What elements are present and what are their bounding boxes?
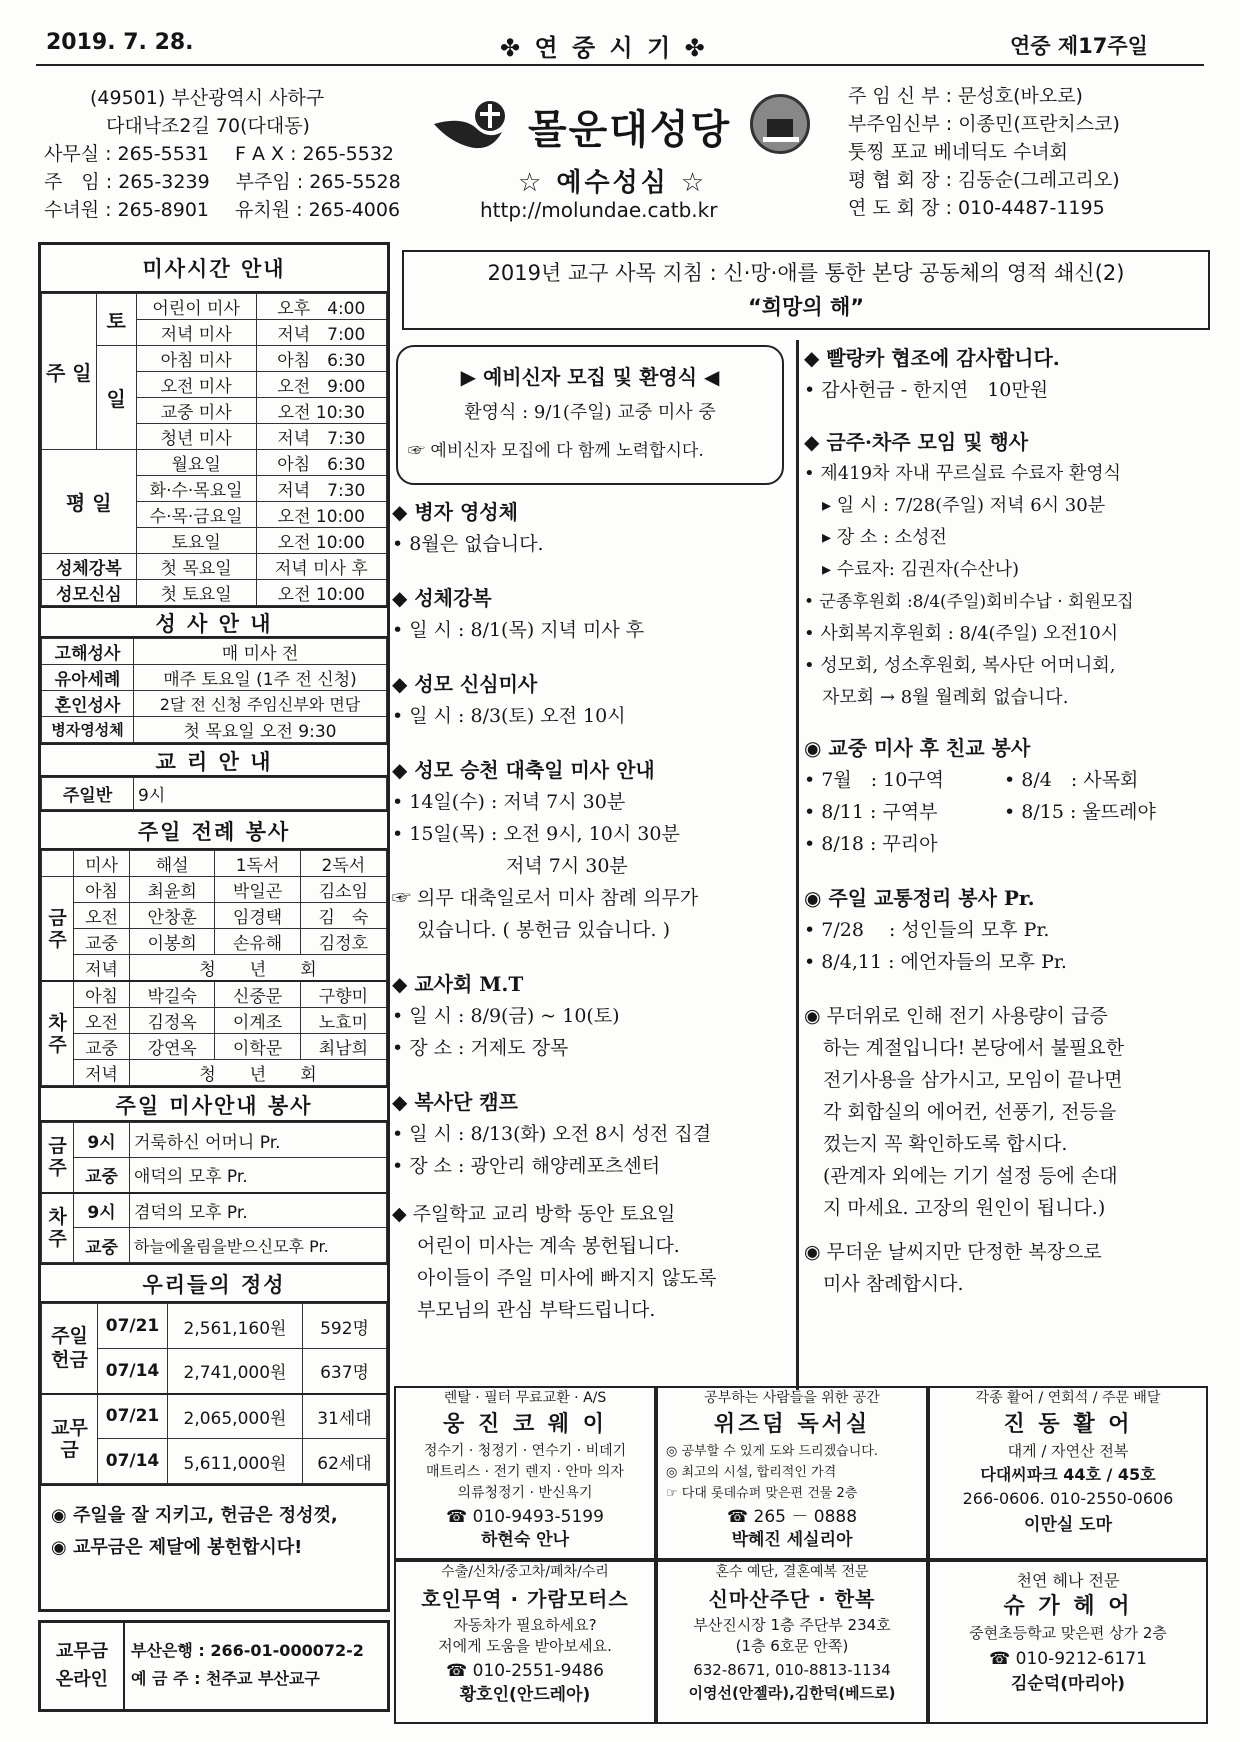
benediction-label: 성체강복 bbox=[42, 554, 137, 580]
catechism-title: 교 리 안 내 bbox=[41, 743, 387, 777]
section-line: 저녁 7시 30분 bbox=[392, 855, 628, 877]
offering-table bbox=[41, 1303, 387, 1484]
next-week-label: 차주 bbox=[42, 981, 74, 1086]
reader-1: 이학문 bbox=[215, 1034, 300, 1060]
parish-due-label: 교무금 bbox=[42, 1394, 98, 1484]
liturgy-mass: 교중 bbox=[74, 1034, 130, 1060]
event-line: ▸ 수료자: 김권자(수산나) bbox=[804, 559, 1020, 580]
notice-line: 전기사용을 삼가시고, 모임이 끝나면 bbox=[804, 1069, 1123, 1091]
phone-entry: 사무실 : 265-5531 bbox=[44, 143, 210, 165]
guide-group: 하늘에올림을받으신모후 Pr. bbox=[130, 1228, 387, 1263]
section-heading: ◆ 교사회 M.T bbox=[392, 972, 524, 996]
ad-business-name: 진 동 활 어 bbox=[1003, 1412, 1133, 1437]
traffic-line: • 7/28 : 성인들의 모후 Pr. bbox=[804, 919, 1050, 941]
notice-line: 어린이 미사는 계속 봉헌됩니다. bbox=[392, 1235, 680, 1257]
left-info-column bbox=[38, 242, 390, 1612]
ad-tagline: 공부하는 사람들을 위한 공간 bbox=[704, 1390, 880, 1406]
ad-line: (1층 6호문 안쪽) bbox=[735, 1637, 849, 1655]
church-logo-icon bbox=[432, 98, 530, 154]
ad-box bbox=[928, 1386, 1208, 1560]
section-line: • 일 시 : 8/1(목) 지녁 미사 후 bbox=[392, 619, 645, 641]
mass-time: 오후 4:00 bbox=[256, 294, 386, 320]
account-holder: 예 금 주 : 천주교 부산교구 bbox=[131, 1669, 320, 1688]
column-divider bbox=[796, 340, 799, 1390]
offering-date: 07/14 bbox=[98, 1439, 168, 1484]
staff-line: 부주임신부 : 이종민(프란치스코) bbox=[848, 113, 1120, 135]
fellowship-entry: • 8/4 : 사목회 bbox=[1004, 769, 1139, 791]
fellowship-entry: • 8/11 : 구역부 bbox=[804, 801, 938, 823]
mass-name: 저녁 미사 bbox=[136, 320, 256, 346]
mass-time: 저녁 7:00 bbox=[256, 320, 386, 346]
sacrament-label: 유아세례 bbox=[42, 665, 134, 691]
offering-date: 07/14 bbox=[98, 1349, 168, 1394]
ad-contact-person: 이만실 도마 bbox=[1023, 1515, 1113, 1535]
ad-line: 매트리스 · 전기 렌지 · 안마 의자 bbox=[426, 1464, 624, 1480]
offering-date: 07/21 bbox=[98, 1394, 168, 1439]
thanks-heading: ◆ 빨랑카 협조에 감사합니다. bbox=[804, 346, 1060, 370]
mass-time: 저녁 7:30 bbox=[256, 476, 386, 502]
catechumen-title: ▶ 예비신자 모집 및 환영식 ◀ bbox=[460, 365, 720, 389]
offering-amount: 2,561,160원 bbox=[168, 1304, 303, 1349]
sunday-label: 주 일 bbox=[42, 294, 97, 450]
liturgy-header: 2독서 bbox=[300, 851, 386, 877]
this-week-label: 금주 bbox=[42, 877, 74, 982]
reader-2: 노효미 bbox=[300, 1008, 386, 1034]
phone-block bbox=[44, 140, 401, 224]
mass-name: 토요일 bbox=[136, 528, 256, 554]
offering-count: 637명 bbox=[303, 1349, 387, 1394]
catechism-table bbox=[41, 777, 387, 810]
sacrament-value: 첫 목요일 오전 9:30 bbox=[134, 717, 387, 743]
header-divider bbox=[36, 64, 1204, 66]
right-announcements bbox=[804, 342, 1204, 1300]
guide-mass: 9시 bbox=[74, 1123, 130, 1158]
offering-count: 62세대 bbox=[303, 1439, 387, 1484]
guide-mass: 교중 bbox=[74, 1228, 130, 1263]
events-heading: ◆ 금주·차주 모임 및 행사 bbox=[804, 430, 1029, 454]
ad-line: 632-8671, 010-8813-1134 bbox=[693, 1661, 891, 1679]
youth-group-cell: 청 년 회 bbox=[130, 1060, 387, 1086]
section-line: • 일 시 : 8/13(화) 오전 8시 성전 집결 bbox=[392, 1123, 712, 1145]
ad-box bbox=[394, 1386, 656, 1560]
notice-line: 미사 참례합시다. bbox=[804, 1273, 964, 1295]
ad-box bbox=[928, 1560, 1208, 1724]
ad-line: ☞ 다대 롯데슈퍼 맞은편 건물 2층 bbox=[666, 1486, 858, 1501]
offering-notice-line: ◉ 주일을 잘 지키고, 헌금은 정성껏, bbox=[51, 1505, 338, 1526]
ad-phone: ☎ 010-2551-9486 bbox=[446, 1661, 604, 1681]
address-block bbox=[90, 84, 324, 140]
mass-name: 청년 미사 bbox=[136, 424, 256, 450]
ad-line: ◎ 최고의 시설, 합리적인 가격 bbox=[666, 1465, 837, 1480]
liturgy-mass: 교중 bbox=[74, 929, 130, 955]
catechumen-ceremony: 환영식 : 9/1(주일) 교중 미사 중 bbox=[464, 402, 716, 423]
ad-line: 저에게 도움을 받아보세요. bbox=[438, 1637, 612, 1655]
guide-group: 겸덕의 모후 Pr. bbox=[130, 1193, 387, 1228]
ad-box bbox=[394, 1560, 656, 1724]
ad-tagline: 수출/신차/중고차/폐차/수리 bbox=[441, 1564, 609, 1580]
bank-account: 부산은행 : 266-01-000072-2 bbox=[131, 1641, 364, 1660]
liturgical-season: ✤ 연 중 시 기 ✤ bbox=[500, 34, 708, 62]
mass-time: 오전 10:00 bbox=[256, 502, 386, 528]
ad-line: 266-0606. 010-2550-0606 bbox=[962, 1489, 1174, 1508]
offering-notice-line: ◉ 교무금은 제달에 봉헌합시다! bbox=[51, 1537, 303, 1558]
offering-notice bbox=[41, 1484, 387, 1578]
section-line: ☞ 의무 대축일로서 미사 참례 의무가 bbox=[392, 887, 699, 909]
staff-line: 툿찡 포교 베네딕도 수녀회 bbox=[848, 141, 1069, 163]
liturgy-mass: 아침 bbox=[74, 981, 130, 1008]
section-line: • 장 소 : 거제도 장목 bbox=[392, 1037, 569, 1059]
fellowship-row bbox=[804, 796, 1204, 828]
ad-contact-person: 이영선(안젤라),김한덕(베드로) bbox=[688, 1684, 896, 1702]
liturgy-header: 해설 bbox=[130, 851, 215, 877]
ad-contact-person: 박혜진 세실리아 bbox=[731, 1530, 853, 1550]
fellowship-entry: • 8/15 : 울뜨레야 bbox=[1004, 801, 1156, 823]
reader-1: 박일곤 bbox=[215, 877, 300, 903]
thanks-line: • 감사헌금 - 한지연 10만원 bbox=[804, 379, 1049, 401]
mass-time: 아침 6:30 bbox=[256, 346, 386, 372]
phone-entry: 주 임 : 265-3239 bbox=[44, 171, 210, 193]
commentator: 이봉희 bbox=[130, 929, 215, 955]
sunday-offering-label: 주일헌금 bbox=[42, 1304, 98, 1394]
commentator: 김정옥 bbox=[130, 1008, 215, 1034]
sacrament-label: 혼인성사 bbox=[42, 691, 134, 717]
liturgy-mass: 오전 bbox=[74, 903, 130, 929]
sacrament-label: 병자영성체 bbox=[42, 717, 134, 743]
online-payment-box bbox=[38, 1620, 390, 1712]
mass-name: 교중 미사 bbox=[136, 398, 256, 424]
reader-1: 손유해 bbox=[215, 929, 300, 955]
reader-1: 이계조 bbox=[215, 1008, 300, 1034]
mass-name: 화·수·목요일 bbox=[136, 476, 256, 502]
offering-date: 07/21 bbox=[98, 1304, 168, 1349]
sunday-day-label: 일 bbox=[96, 346, 136, 450]
bulletin-date: 2019. 7. 28. bbox=[46, 30, 194, 55]
liturgical-week: 연중 제17주일 bbox=[1010, 34, 1148, 58]
ad-line: 다대씨파크 44호 / 45호 bbox=[980, 1465, 1156, 1484]
parish-slogan: ☆ 예수성심 ☆ bbox=[518, 168, 708, 198]
sacrament-value: 매주 토요일 (1주 전 신청) bbox=[134, 665, 387, 691]
sacraments-table bbox=[41, 638, 387, 743]
reader-1: 신중문 bbox=[215, 981, 300, 1008]
catechumen-box bbox=[396, 345, 784, 485]
sacrament-label: 고해성사 bbox=[42, 639, 134, 665]
traffic-heading: ◉ 주일 교통정리 봉사 Pr. bbox=[804, 886, 1035, 910]
ad-business-name: 위즈덤 독서실 bbox=[713, 1412, 871, 1437]
ad-line: 대게 / 자연산 전복 bbox=[1007, 1442, 1129, 1460]
catechism-value: 9시 bbox=[134, 778, 387, 810]
notice-line: 하는 계절입니다! 본당에서 불필요한 bbox=[804, 1037, 1125, 1059]
notice-line: 껐는지 꼭 확인하도록 합시다. bbox=[804, 1133, 1068, 1155]
youth-group-cell: 청 년 회 bbox=[130, 955, 387, 982]
mass-time: 오전 10:00 bbox=[256, 580, 386, 606]
mass-times-title: 미사시간 안내 bbox=[41, 245, 387, 293]
notice-line: ◉ 무더운 날씨지만 단정한 복장으로 bbox=[804, 1241, 1102, 1263]
offering-title: 우리들의 정성 bbox=[41, 1263, 387, 1303]
section-line: • 15일(목) : 오전 9시, 10시 30분 bbox=[392, 823, 680, 845]
staff-line: 평 협 회 장 : 김동순(그레고리오) bbox=[848, 169, 1120, 191]
section-line: • 14일(수) : 저녁 7시 30분 bbox=[392, 791, 626, 813]
phone-entry: 유치원 : 265-4006 bbox=[235, 199, 401, 221]
mass-name: 월요일 bbox=[136, 450, 256, 476]
mass-name: 어린이 미사 bbox=[136, 294, 256, 320]
notice-line: 지 마세요. 고장의 원인이 됩니다.) bbox=[804, 1197, 1106, 1219]
section-heading: ◆ 성모 승천 대축일 미사 안내 bbox=[392, 758, 655, 782]
section-line: • 일 시 : 8/3(토) 오전 10시 bbox=[392, 705, 626, 727]
ad-line: 의류청정기 · 반신욕기 bbox=[457, 1485, 593, 1501]
mass-time: 아침 6:30 bbox=[256, 450, 386, 476]
sacrament-value: 2달 전 신청 주임신부와 면담 bbox=[134, 691, 387, 717]
section-line: • 일 시 : 8/9(금) ~ 10(토) bbox=[392, 1005, 620, 1027]
reader-2: 김소임 bbox=[300, 877, 386, 903]
ad-line: ◎ 공부할 수 있게 도와 드리겠습니다. bbox=[666, 1444, 878, 1459]
mass-name: 오전 미사 bbox=[136, 372, 256, 398]
saturday-label: 토 bbox=[96, 294, 136, 346]
phone-entry: 수녀원 : 265-8901 bbox=[44, 199, 210, 221]
section-heading: ◆ 복사단 캠프 bbox=[392, 1090, 518, 1114]
mass-times-table bbox=[41, 293, 387, 606]
liturgy-service-table bbox=[41, 850, 387, 1086]
marian-devotion-label: 성모신심 bbox=[42, 580, 137, 606]
notice-line: ◆ 주일학교 교리 방학 동안 토요일 bbox=[392, 1203, 676, 1225]
offering-amount: 5,611,000원 bbox=[168, 1439, 303, 1484]
mass-time: 저녁 7:30 bbox=[256, 424, 386, 450]
liturgy-mass: 저녁 bbox=[74, 1060, 130, 1086]
event-line: • 군종후원회 :8/4(주일)회비수납 · 회원모집 bbox=[804, 592, 1134, 612]
ad-tagline: 혼수 예단, 결혼예복 전문 bbox=[715, 1564, 869, 1580]
this-week-label: 금주 bbox=[42, 1123, 74, 1193]
mass-name: 첫 토요일 bbox=[136, 580, 256, 606]
mass-name: 수·목·금요일 bbox=[136, 502, 256, 528]
liturgy-header: 미사 bbox=[74, 851, 130, 877]
church-name: 몰운대성당 bbox=[528, 107, 732, 153]
notice-line: ◉ 무더위로 인해 전기 사용량이 급증 bbox=[804, 1005, 1108, 1027]
sunday-school-notice bbox=[392, 1198, 794, 1326]
mass-time: 오전 10:30 bbox=[256, 398, 386, 424]
next-week-label: 차주 bbox=[42, 1193, 74, 1263]
offering-amount: 2,065,000원 bbox=[168, 1394, 303, 1439]
address-line: 다대낙조2길 70(다대동) bbox=[106, 115, 310, 137]
ad-box bbox=[656, 1560, 928, 1724]
notice-line: 아이들이 주일 미사에 빠지지 않도록 bbox=[392, 1267, 717, 1289]
event-line: 자모회 → 8월 월례회 없습니다. bbox=[804, 687, 1069, 708]
sacraments-title: 성 사 안 내 bbox=[41, 606, 387, 638]
liturgy-service-title: 주일 전례 봉사 bbox=[41, 810, 387, 850]
address-line: (49501) 부산광역시 사하구 bbox=[90, 87, 325, 109]
mass-time: 오전 10:00 bbox=[256, 528, 386, 554]
middle-announcements bbox=[392, 496, 794, 1326]
offering-amount: 2,741,000원 bbox=[168, 1349, 303, 1394]
event-line: ▸ 장 소 : 소성전 bbox=[804, 527, 947, 548]
guide-mass: 9시 bbox=[74, 1193, 130, 1228]
bank-info bbox=[125, 1623, 370, 1709]
guide-group: 거룩하신 어머니 Pr. bbox=[130, 1123, 387, 1158]
fellowship-row bbox=[804, 764, 1204, 796]
sacrament-value: 매 미사 전 bbox=[134, 639, 387, 665]
pastoral-theme-line1: 2019년 교구 사목 지침 : 신·망·애를 통한 본당 공동체의 영적 쇄신(2) bbox=[487, 261, 1125, 285]
phone-entry: 부주임 : 265-5528 bbox=[235, 171, 401, 193]
event-line: ▸ 일 시 : 7/28(주일) 저녁 6시 30분 bbox=[804, 495, 1106, 516]
reader-2: 최남희 bbox=[300, 1034, 386, 1060]
fellowship-entry: • 8/18 : 꾸리아 bbox=[804, 833, 938, 855]
staff-line: 주 임 신 부 : 문성호(바오로) bbox=[848, 85, 1083, 107]
online-label-line: 교무금 bbox=[55, 1641, 109, 1662]
offering-count: 31세대 bbox=[303, 1394, 387, 1439]
ad-contact-person: 하현숙 안나 bbox=[480, 1530, 570, 1550]
commentator: 강연옥 bbox=[130, 1034, 215, 1060]
mass-name: 첫 목요일 bbox=[136, 554, 256, 580]
commentator: 안창훈 bbox=[130, 903, 215, 929]
online-label bbox=[41, 1623, 125, 1709]
ad-contact-person: 김순덕(마리아) bbox=[1010, 1674, 1126, 1694]
notice-line: 부모님의 관심 부탁드립니다. bbox=[392, 1299, 656, 1321]
guide-mass: 교중 bbox=[74, 1158, 130, 1193]
parish-website-link[interactable]: http://molundae.catb.kr bbox=[480, 198, 718, 222]
phone-entry: F A X : 265-5532 bbox=[235, 143, 395, 165]
liturgy-header: 1독서 bbox=[215, 851, 300, 877]
fellowship-entry: • 7월 : 10구역 bbox=[804, 769, 945, 791]
mass-time: 저녁 미사 후 bbox=[256, 554, 386, 580]
ad-line: 부산진시장 1층 주단부 234호 bbox=[693, 1616, 891, 1634]
ad-phone: ☎ 010-9212-6171 bbox=[989, 1649, 1147, 1669]
dress-notice bbox=[804, 1236, 1204, 1300]
liturgy-mass: 저녁 bbox=[74, 955, 130, 982]
mass-guide-table bbox=[41, 1122, 387, 1263]
notice-line: (관계자 외에는 기기 설정 등에 손대 bbox=[804, 1165, 1118, 1187]
section-line: • 8월은 없습니다. bbox=[392, 533, 544, 555]
staff-line: 연 도 회 장 : 010-4487-1195 bbox=[848, 197, 1105, 219]
section-line: 있습니다. ( 봉헌금 있습니다. ) bbox=[392, 919, 670, 941]
church-building-icon bbox=[750, 94, 810, 154]
reader-1: 임경택 bbox=[215, 903, 300, 929]
ad-business-name: 웅 진 코 웨 이 bbox=[443, 1412, 607, 1437]
liturgy-corner bbox=[42, 851, 74, 877]
event-line: • 성모회, 성소후원회, 복사단 어머니회, bbox=[804, 655, 1116, 676]
pastoral-theme-box bbox=[402, 250, 1210, 330]
mass-guide-title: 주일 미사안내 봉사 bbox=[41, 1086, 387, 1122]
ad-line: 자동차가 필요하세요? bbox=[453, 1616, 597, 1634]
section-heading: ◆ 병자 영성체 bbox=[392, 500, 518, 524]
reader-2: 김 숙 bbox=[300, 903, 386, 929]
pastoral-theme-line2: “희망의 해” bbox=[747, 295, 865, 319]
fellowship-row bbox=[804, 828, 1204, 860]
section-heading: ◆ 성체강복 bbox=[392, 586, 492, 610]
notice-line: 각 회합실의 에어컨, 선풍기, 전등을 bbox=[804, 1101, 1117, 1123]
liturgy-mass: 오전 bbox=[74, 1008, 130, 1034]
traffic-line: • 8/4,11 : 에언자들의 모후 Pr. bbox=[804, 951, 1067, 973]
ad-line: 정수기 · 청정기 · 연수기 · 비데기 bbox=[423, 1443, 627, 1459]
ad-tagline: 렌탈 · 필터 무료교환 · A/S bbox=[443, 1390, 607, 1406]
event-line: • 제419차 자내 꾸르실료 수료자 환영식 bbox=[804, 463, 1122, 484]
ad-contact-person: 황호인(안드레아) bbox=[459, 1685, 591, 1705]
catechumen-appeal: ☞ 예비신자 모집에 다 함께 노력합시다. bbox=[408, 441, 704, 461]
reader-2: 구향미 bbox=[300, 981, 386, 1008]
ad-business-name: 호인무역 · 가람모터스 bbox=[421, 1587, 629, 1611]
ad-business-name: 슈 가 헤 어 bbox=[1003, 1594, 1133, 1619]
staff-list bbox=[848, 82, 1120, 222]
offering-count: 592명 bbox=[303, 1304, 387, 1349]
online-label-line: 온라인 bbox=[55, 1669, 109, 1690]
fellowship-heading: ◉ 교중 미사 후 친교 봉사 bbox=[804, 736, 1031, 760]
guide-group: 애덕의 모후 Pr. bbox=[130, 1158, 387, 1193]
ad-tagline: 각종 활어 / 연회석 / 주문 배달 bbox=[975, 1390, 1161, 1406]
ad-phone: ☎ 010-9493-5199 bbox=[446, 1507, 604, 1527]
reader-2: 김정호 bbox=[300, 929, 386, 955]
ad-business-name: 신마산주단 · 한복 bbox=[708, 1587, 876, 1611]
electricity-notice bbox=[804, 1000, 1204, 1224]
event-line: • 사회복지후원회 : 8/4(주일) 오전10시 bbox=[804, 623, 1119, 644]
ad-line: 중현초등학교 맞은편 상가 2층 bbox=[969, 1624, 1167, 1642]
ad-tagline: 천연 헤나 전문 bbox=[1016, 1571, 1120, 1590]
ad-phone: ☎ 265 － 0888 bbox=[726, 1507, 858, 1527]
liturgy-mass: 아침 bbox=[74, 877, 130, 903]
mass-name: 아침 미사 bbox=[136, 346, 256, 372]
catechism-label: 주일반 bbox=[42, 778, 134, 810]
commentator: 최윤희 bbox=[130, 877, 215, 903]
mass-time: 오전 9:00 bbox=[256, 372, 386, 398]
commentator: 박길숙 bbox=[130, 981, 215, 1008]
weekday-label: 평 일 bbox=[42, 450, 137, 554]
section-line: • 장 소 : 광안리 해양레포츠센터 bbox=[392, 1155, 661, 1177]
ad-box bbox=[656, 1386, 928, 1560]
section-heading: ◆ 성모 신심미사 bbox=[392, 672, 538, 696]
